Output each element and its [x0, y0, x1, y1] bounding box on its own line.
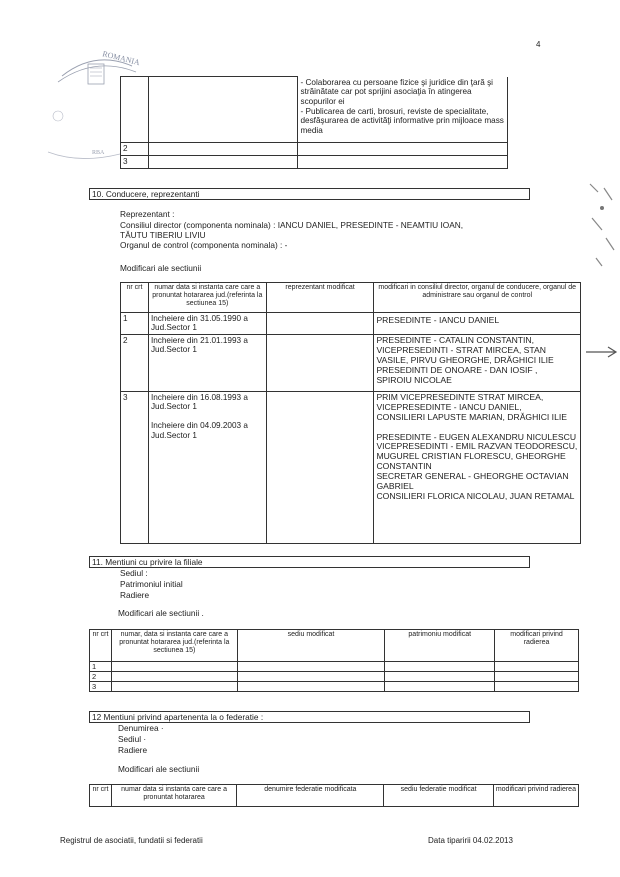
activities-text: - Colaborarea cu persoane fizice şi juridice din ţară şi străinătate car pot sprijini asociaţia în atingerea scopurilor ei - Publicarea de carti, brosuri, reviste de specialitate, desfăşurarea de activităţi informative prin mijloace mass media	[298, 77, 508, 143]
federation-removal-label: Radiere	[118, 745, 148, 755]
section-12-header: 12 Mentiuni privind apartenenta la o federatie :	[89, 711, 530, 723]
branch-seat-label: Sediul :	[120, 568, 148, 578]
federation-seat-label: Sediul ·	[118, 734, 147, 744]
col-representative: reprezentant modificat	[266, 283, 374, 313]
page-number: 4	[536, 40, 541, 49]
col-changes: modificari in consiliul director, organul de conducere, organul de administrare sau organul de control	[374, 283, 581, 313]
table-header-row: nr crt numar, data si instanta care care a pronuntat hotararea jud.(referinta la sectiunea 15) sediu modificat patrimoniu modificat modificari privind radierea	[90, 630, 579, 662]
board-line-2: TĂUTU TIBERIU LIVIU	[120, 230, 206, 240]
section-12-modifications-table	[89, 784, 579, 807]
board-line-1: Consiliul director (componenta nominala) : IANCU DANIEL, PRESEDINTE - NEAMTIU IOAN,	[120, 220, 464, 230]
table-header-row: nr crt numar data si instanta care care a pronuntat hotararea denumire federatie modificata sediu federatie modificat modificari privind radierea	[90, 785, 579, 807]
section-10-modif-title: Modificari ale sectiunii	[120, 263, 202, 273]
scan-edge-mark	[584, 178, 618, 268]
table-row: 1	[90, 662, 579, 672]
representative-label: Reprezentant :	[120, 209, 175, 219]
table-header-row	[121, 283, 581, 313]
footer-registry: Registrul de asociatii, fundatii si federatii	[60, 836, 203, 845]
branch-removal-label: Radiere	[120, 590, 150, 600]
control-body-line: Organul de control (componenta nominala) : -	[120, 240, 288, 250]
section-11-modifications-table	[89, 629, 579, 692]
activities-table-continued	[120, 76, 508, 169]
branch-assets-label: Patrimoniul initial	[120, 579, 183, 589]
table-row: 2 Incheiere din 21.01.1993 a Jud.Sector 1 PRESEDINTE - CATALIN CONSTANTIN, VICEPRESEDINTI - STRAT MIRCEA, STAN VASILE, PIRVU GHEORGHE, DRĂGHICI ILIE PRESEDINTI DE ONOARE - DAN IOSIF , SPIROIU NICOLAE	[121, 335, 581, 392]
table-row: 1 Incheiere din 31.05.1990 a Jud.Sector 1 PRESEDINTE - IANCU DANIEL	[121, 313, 581, 335]
col-nr: nr crt	[121, 283, 149, 313]
section-11-header: 11. Mentiuni cu privire la filiale	[89, 556, 530, 568]
table-row	[121, 77, 508, 143]
table-row: 3	[121, 155, 508, 168]
section-12-modif-title: Modificari ale sectiunii	[118, 764, 200, 774]
stamp-text: ROMANIA	[101, 49, 141, 68]
table-row: 2	[121, 143, 508, 156]
table-row: 3 Incheiere din 16.08.1993 a Jud.Sector 1 Incheiere din 04.09.2003 a Jud.Sector 1 PRIM VICEPRESEDINTE STRAT MIRCEA, VICEPRESEDINTE - IANCU DANIEL, CONSILIERI LAPUSTE MARIAN, DRĂGHICI ILIE PRESEDINTE - EUGEN ALEXANDRU NICULESCU VICEPRESEDINTI - EMIL RAZVAN TEODORESCU, MUGUREL CRISTIAN FLORESCU, GHEORGHE CONSTANTIN SECRETAR GENERAL - GHEORGHE OCTAVIAN GABRIEL CONSILIERI FLORICA NICOLAU, JUAN RETAMAL	[121, 392, 581, 544]
svg-text:RBA: RBA	[92, 150, 105, 156]
table-row: 3	[90, 682, 579, 692]
section-10-header: 10. Conducere, reprezentanti	[89, 188, 530, 200]
footer-print-date: Data tiparirii 04.02.2013	[428, 836, 513, 845]
table-row: 2	[90, 672, 579, 682]
federation-name-label: Denumirea ·	[118, 723, 164, 733]
scan-edge-mark	[584, 345, 618, 359]
section-10-modifications-table	[120, 282, 581, 544]
section-11-modif-title: Modificari ale sectiunii .	[118, 608, 204, 618]
col-reference: numar data si instanta care care a pronuntat hotararea jud.(referinta la sectiunea 15)	[148, 283, 266, 313]
